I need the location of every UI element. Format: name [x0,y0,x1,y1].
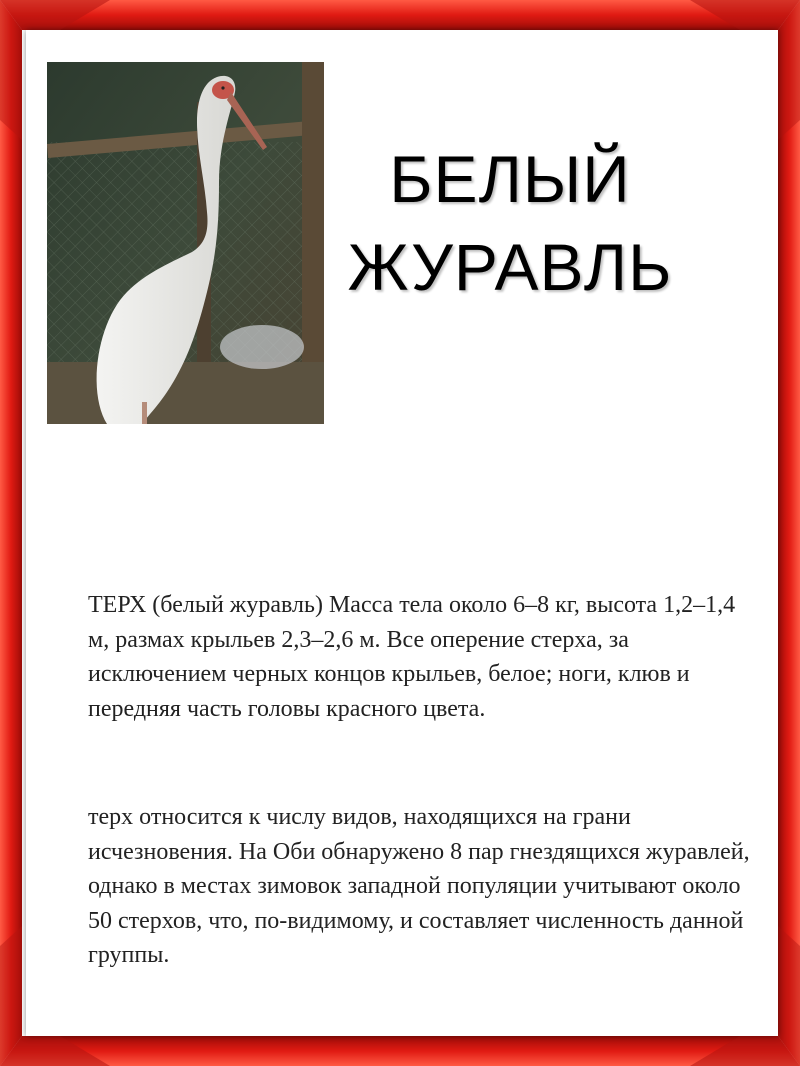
title-line-1: БЕЛЫЙ [389,142,631,216]
crane-photo [47,62,324,424]
paragraph-conservation: терх относится к числу видов, находящихся на грани исчезновения. На Оби обнаружено 8 пар гнездящихся журавлей, однако в местах зимовок западной популяции учитывают около 50 стерхов, что, по-видимому, и составляет численность данной группы. [88,804,750,968]
slide-title [330,135,690,311]
paragraph-description: ТЕРХ (белый журавль) Масса тела около 6–8 кг, высота 1,2–1,4 м, размах крыльев 2,3–2,6 м. Все оперение стерха, за исключением черных концов крыльев, белое; ноги, клюв и передняя часть головы красного цвета. [88,592,736,722]
title-line-2: ЖУРАВЛЬ [347,230,673,304]
